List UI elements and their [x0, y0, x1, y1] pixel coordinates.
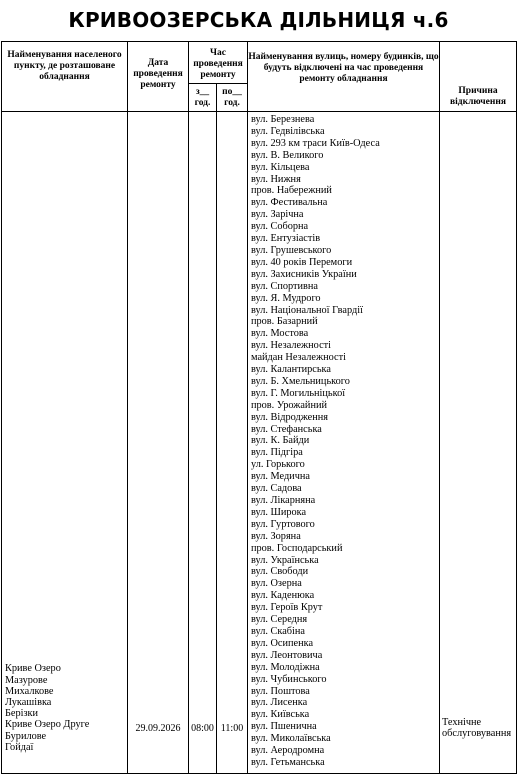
street-item: вул. Березнева	[251, 114, 315, 125]
settlement-item: Криве Озеро	[5, 663, 61, 675]
street-item: вул. Поштова	[251, 685, 310, 697]
street-item: вул. Г. Могильніцької	[251, 387, 346, 399]
street-item: вул. Захисників України	[251, 268, 357, 280]
header-streets: Найменування вулиць, номеру будинків, що будуть відключені на час проведення ремонту обладнання	[248, 42, 440, 112]
street-item: вул. Середня	[251, 614, 308, 626]
street-item: вул. Грушевського	[251, 244, 332, 256]
header-date: Дата проведення ремонту	[128, 42, 189, 112]
street-item: вул. Аеродромна	[251, 745, 325, 757]
page-title: КРИВООЗЕРСЬКА ДІЛЬНИЦЯ ч.6	[68, 8, 449, 32]
settlement-item: Мазурове	[5, 674, 48, 686]
street-item: вул. Б. Хмельницького	[251, 375, 350, 387]
street-item: вул. Осипенка	[251, 637, 314, 649]
street-item: пров. Набережний	[251, 185, 332, 197]
street-item: вул. Лікарняна	[251, 495, 316, 506]
street-item: вул. 293 км траси Київ-Одеса	[251, 137, 380, 149]
table-row	[2, 112, 517, 774]
outage-table	[1, 41, 517, 774]
street-item: вул. Пшенична	[251, 721, 317, 733]
street-item: майдан Незалежності	[251, 352, 346, 364]
street-item: вул. Садова	[251, 483, 302, 495]
street-item: вул. Героїв Крут	[251, 602, 323, 614]
street-item: вул. Широка	[251, 506, 307, 518]
settlement-item: Михалкове	[5, 685, 54, 697]
reason-cell: Технічне обслуговування	[440, 112, 517, 774]
header-settlement: Найменування населеного пункту, де розташоване обладнання	[2, 42, 128, 112]
time-to-cell: 11:00	[217, 112, 248, 774]
header-to: по__ год.	[217, 84, 248, 112]
street-item: вул. Національної Гвардії	[251, 304, 363, 316]
street-item: вул. Медична	[251, 471, 310, 483]
settlements-cell	[2, 112, 128, 774]
street-item: вул. Зарічна	[251, 209, 304, 221]
street-item: вул. Відродження	[251, 411, 329, 423]
street-item: вул. Скабіна	[251, 625, 305, 637]
street-item: вул. Миколаївська	[251, 733, 331, 745]
street-item: пров. Базарний	[251, 316, 318, 328]
street-item: вул. Гуртового	[251, 518, 315, 530]
street-item: вул. Гетьманська	[251, 756, 325, 768]
settlement-item: Гойдаї	[5, 741, 34, 753]
date-cell: 29.09.2026	[128, 112, 189, 774]
header-row	[2, 42, 517, 84]
street-item: пров. Господарський	[251, 542, 343, 554]
street-item: вул. Зоряна	[251, 530, 301, 542]
street-item: вул. Соборна	[251, 221, 309, 233]
settlement-item: Криве Озеро Друге	[5, 719, 90, 731]
street-item: вул. Незалежності	[251, 340, 332, 352]
street-item: вул. Фестивальна	[251, 197, 328, 209]
street-item: вул. Каденюка	[251, 590, 315, 602]
header-reason: Причина відключення	[440, 42, 517, 112]
street-item: вул. Стефанська	[251, 423, 322, 435]
street-item: вул. Гедвілівська	[251, 125, 325, 137]
settlement-item: Берізки	[5, 708, 39, 720]
settlement-item: Лукашівка	[5, 696, 52, 708]
header-from: з__ год.	[189, 84, 217, 112]
street-item: вул. Нижня	[251, 173, 301, 185]
street-item: вул. Лисенка	[251, 697, 308, 709]
street-item: вул. Свободи	[251, 566, 309, 578]
street-item: вул. Озерна	[251, 578, 302, 590]
settlement-item: Бурилове	[5, 730, 47, 742]
street-item: вул. Чубинського	[251, 673, 327, 685]
street-item: вул. Спортивна	[251, 280, 318, 292]
street-item: вул. Українська	[251, 554, 319, 566]
street-item: ул. Горького	[251, 459, 305, 471]
street-item: вул. В. Великого	[251, 149, 324, 161]
street-item: вул. К. Байди	[251, 435, 310, 447]
header-time: Час проведення ремонту	[189, 42, 248, 84]
streets-cell	[248, 112, 440, 774]
street-item: вул. Калантирська	[251, 364, 331, 376]
street-item: вул. Мостова	[251, 328, 309, 340]
street-item: вул. Леонтовича	[251, 649, 323, 661]
street-item: вул. Ентузіастів	[251, 233, 321, 245]
street-item: пров. Урожайний	[251, 399, 327, 411]
time-from-cell: 08:00	[189, 112, 217, 774]
street-item: вул. Підгіра	[251, 447, 303, 459]
street-item: вул. Я. Мудрого	[251, 292, 321, 304]
street-item: вул. Київська	[251, 709, 310, 721]
street-item: вул. Молодіжна	[251, 661, 320, 673]
street-item: вул. 40 років Перемоги	[251, 256, 353, 268]
street-item: вул. Кільцева	[251, 161, 310, 173]
